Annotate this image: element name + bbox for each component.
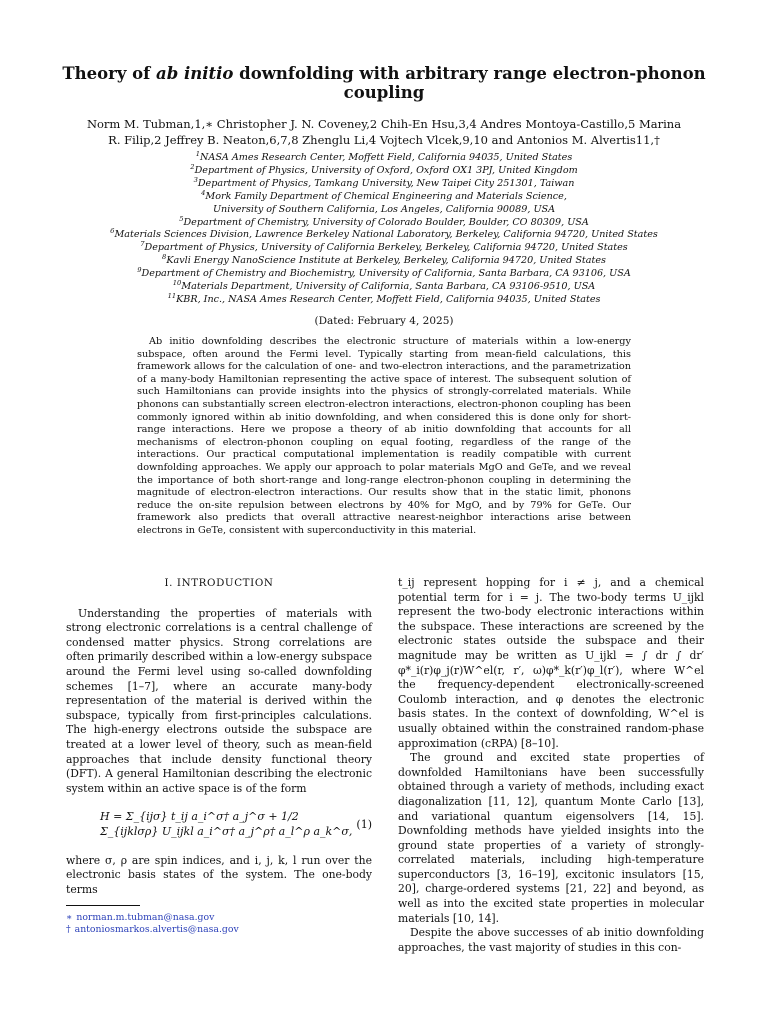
affiliation-text: Materials Sciences Division, Lawrence Berkeley National Laboratory, Berkeley, California 94720, United States [114,229,658,241]
affiliation-number: 3 [193,175,198,184]
affiliation-text: Kavli Energy NanoScience Institute at Berkeley, Berkeley, California 94720, United States [166,255,606,267]
paragraph: The ground and excited state properties of downfolded Hamiltonians have been successfully obtained through a variety of methods, including exact diagonalization [11, 12], quantum Monte Carlo [13], and variational quantum eigensolvers [14, 15]. Downfolding methods have yielded insights into the ground state properties of a variety of strongly-correlated materials, including high-temperature superconductors [3, 16–19], excitonic insulators [15, 20], charge-ordered systems [21, 22] and beyond, as well as into the excited state properties in molecular materials [10, 14]. [398,751,704,925]
right-column [398,576,704,955]
email-link[interactable]: antoniosmarkos.alvertis@nasa.gov [74,924,239,936]
equation-1 [66,810,372,839]
equation-body: H = Σ_{ijσ} t_ij a_i^σ† a_j^σ + 1/2 Σ_{ijklσρ} U_ijkl a_i^σ† a_j^ρ† a_l^ρ a_k^σ, [100,810,353,838]
author-line: Norm M. Tubman,1,∗ Christopher J. N. Coveney,2 Chih-En Hsu,3,4 Andres Montoya-Castillo,5 Marina [86,117,682,131]
left-column [66,576,372,936]
affiliation [30,175,738,191]
title-part: Theory of [62,64,157,83]
footnote[interactable] [66,912,372,924]
author-line: R. Filip,2 Jeffrey B. Neaton,6,7,8 Zhenglu Li,4 Vojtech Vlcek,9,10 and Antonios M. Alvertis11,† [108,133,660,147]
affiliation [30,291,738,307]
affiliation-number: 8 [162,253,167,262]
abstract-text: Ab initio downfolding describes the electronic structure of materials within a low-energy subspace, often around the Fermi level. Typically starting from mean-field calculations, this framework allows for the calculation of one- and two-electron interactions, and the parametrization of a many-body Hamiltonian representing the active space of interest. The subsequent solution of such Hamiltonians can provide insights into the physics of strongly-correlated materials. While phonons can substantially screen electron-electron interactions, electron-phonon coupling has been commonly ignored within ab initio downfolding, and when considered this is done only for short-range interactions. Here we propose a theory of ab initio downfolding that accounts for all mechanisms of electron-phonon coupling on equal footing, regardless of the range of the interactions. Our practical computational implementation is readily compatible with current downfolding approaches. We apply our approach to polar materials MgO and GeTe, and we reveal the importance of both short-range and long-range electron-phonon coupling in determining the magnitude of electron-electron interactions. Our results show that in the static limit, phonons reduce the on-site repulsion between electrons by 40% for MgO, and by 79% for GeTe. Our framework also predicts that overall attractive nearest-neighbor interactions arise between electrons in GeTe, consistent with superconductivity in this material. [137,336,631,536]
affiliation [30,214,738,230]
affiliation-text: Department of Chemistry and Biochemistry, University of California, Santa Barbara, CA 93106, USA [141,268,631,280]
affiliation [30,162,738,178]
title-part: downfolding with arbitrary range electron-phonon coupling [233,64,706,102]
affiliation-number: 4 [201,188,206,197]
author-list [70,116,698,148]
affiliation-number: 6 [110,227,115,236]
section-heading: I. INTRODUCTION [164,577,274,589]
affiliation [30,229,738,242]
affiliation-number: 1 [195,149,200,158]
footnote[interactable] [66,924,372,936]
affiliation [30,265,738,281]
affiliation-text: University of Southern California, Los Angeles, California 90089, USA [212,203,556,215]
paragraph: t_ij represent hopping for i ≠ j, and a chemical potential term for i = j. The two-body terms U_ijkl represent the two-body electronic interactions within the subspace. These interactions are screened by the electronic states outside the subspace and their magnitude may be written as U_ijkl = ∫ dr ∫ dr′ φ*_i(r)φ_j(r)W^el(r, r′, ω)φ*_k(r′)φ_l(r′), where W^el the frequency-dependent electronically-screened Coulomb interaction, and φ denotes the electronic basis states. In the context of downfolding, W^el is usually obtained within the constrained random-phase approximation (cRPA) [8–10]. [398,576,704,750]
affiliation-text: KBR, Inc., NASA Ames Research Center, Moffett Field, California 94035, United States [176,293,601,305]
affiliation-text: Mork Family Department of Chemical Engineering and Materials Science, [205,190,567,202]
footnote-rule [66,905,140,906]
abstract [137,336,631,538]
affiliation-text: Department of Chemistry, University of Colorado Boulder, Boulder, CO 80309, USA [183,216,589,228]
affiliation [30,255,738,268]
affiliation-list [30,149,738,307]
paragraph: where σ, ρ are spin indices, and i, j, k, l run over the electronic basis states of the system. The one-body terms [66,853,372,896]
paper-title [60,64,708,102]
affiliation [30,204,738,217]
affiliation-text: Materials Department, University of California, Santa Barbara, CA 93106-9510, USA [181,281,596,293]
affiliation-number: 9 [137,265,142,274]
affiliation-text: Department of Physics, University of Oxford, Oxford OX1 3PJ, United Kingdom [194,164,578,176]
footnote-mark: ∗ [66,912,73,924]
affiliation-number: 5 [179,214,184,223]
footnote-mark: † [66,924,71,936]
paragraph: Understanding the properties of materials with strong electronic correlations is a central challenge of condensed matter physics. Strong correlations are often primarily described within a low-energy subspace around the Fermi level using so-called downfolding schemes [1–7], where an accurate many-body representation of the material is derived within the subspace, typically from first-principles calculations. The high-energy electrons outside the subspace are treated at a lower level of theory, such as mean-field approaches that include density functional theory (DFT). A general Hamiltonian describing the electronic system within an active space is of the form [66,606,372,795]
affiliation [30,242,738,255]
email-link[interactable]: norman.m.tubman@nasa.gov [76,912,215,924]
paper-date: (Dated: February 4, 2025) [314,315,454,327]
equation-number: (1) [356,817,372,831]
affiliation-number: 2 [190,162,195,171]
affiliation-text: NASA Ames Research Center, Moffett Field, California 94035, United States [200,152,573,163]
affiliation-number: 7 [140,240,145,249]
affiliation-text: Department of Physics, Tamkang University, New Taipei City 251301, Taiwan [197,177,575,189]
affiliation-text: Department of Physics, University of California Berkeley, Berkeley, California 94720, United States [144,242,628,254]
affiliation [30,278,738,294]
affiliation [30,188,738,204]
affiliation-number: 10 [172,278,182,287]
affiliation-number: 11 [167,291,177,300]
title-italic-part: ab initio [156,64,234,83]
affiliation [30,149,738,165]
paragraph: Despite the above successes of ab initio downfolding approaches, the vast majority of studies in this con- [398,926,704,954]
